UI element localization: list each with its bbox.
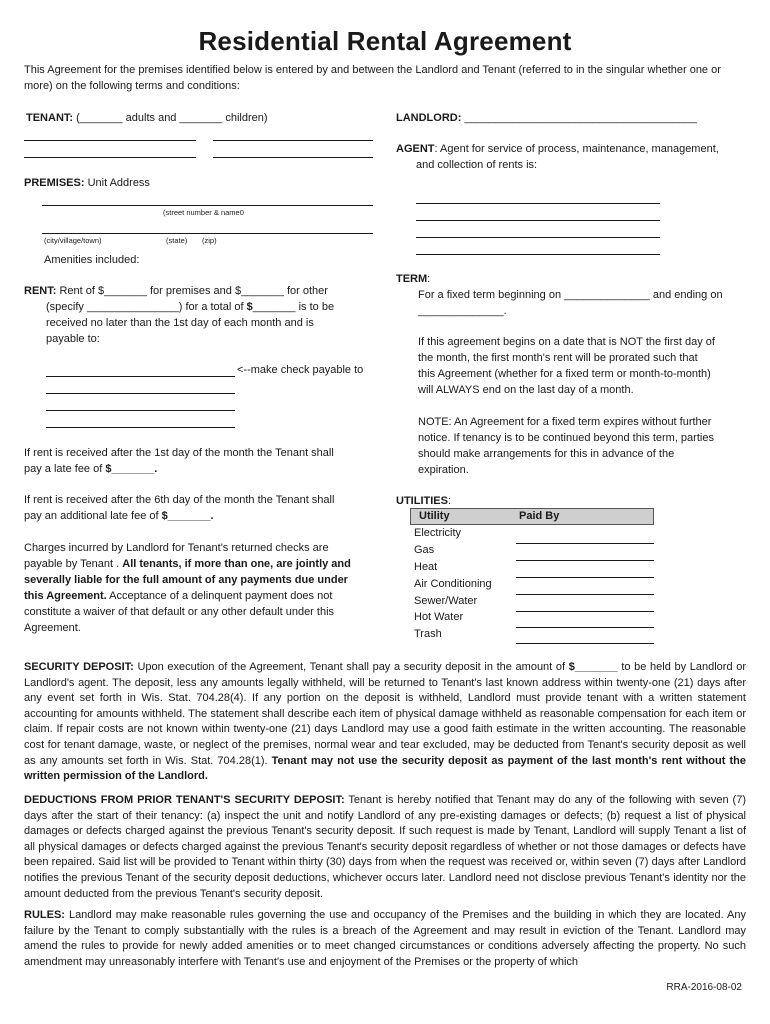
- late-fee-2-text: pay an additional late fee of: [24, 510, 162, 522]
- city-caption: (city/village/town): [44, 236, 102, 245]
- rules-label: RULES:: [24, 909, 65, 921]
- returned-checks-2a: payable by Tenant .: [24, 558, 123, 570]
- late-fee-1-amount: $_______.: [105, 463, 158, 475]
- payee-field-4[interactable]: [46, 427, 235, 428]
- deductions-label: DEDUCTIONS FROM PRIOR TENANT'S SECURITY DEPOSIT:: [24, 794, 345, 806]
- late-fee-1-line-2: [24, 461, 157, 477]
- tenant-line: [26, 110, 268, 126]
- utility-row-trash: Trash: [414, 628, 442, 640]
- premises-label: PREMISES:: [24, 177, 85, 189]
- tenant-name-field-2[interactable]: [213, 140, 373, 141]
- agent-field-4[interactable]: [416, 254, 660, 255]
- returned-checks-4b: Acceptance of a delinquent payment does not: [106, 590, 333, 602]
- security-deposit-paragraph: [24, 660, 746, 785]
- agent-text-1: : Agent for service of process, maintenance, management,: [434, 143, 719, 155]
- tenant-name-field-4[interactable]: [213, 157, 373, 158]
- paid-by-field-sewer-water[interactable]: [516, 611, 654, 612]
- utilities-colon: :: [447, 495, 452, 507]
- payee-field-3[interactable]: [46, 410, 235, 411]
- agent-line-1: [396, 141, 719, 157]
- rent-line-3: received no later than the 1st day of each month and is: [46, 317, 314, 329]
- utilities-table-header: [410, 508, 654, 525]
- agent-label: AGENT: [396, 143, 435, 155]
- street-caption: (street number & name0: [163, 208, 244, 217]
- rent-line-2c: _______ is to be: [252, 301, 335, 313]
- prorate-line-1: If this agreement begins on a date that is NOT the first day of: [418, 336, 715, 348]
- utility-row-air-conditioning: Air Conditioning: [414, 578, 492, 590]
- agent-field-2[interactable]: [416, 220, 660, 221]
- returned-checks-line-6: Agreement.: [24, 622, 81, 634]
- rent-line-2a: (specify _______________) for a total of: [46, 301, 247, 313]
- paid-by-field-air-conditioning[interactable]: [516, 594, 654, 595]
- note-line-2: notice. If tenancy is to be continued beyond this term, parties: [418, 432, 714, 444]
- intro-paragraph: This Agreement for the premises identified below is entered by and between the Landlord and Tenant (referred to in the singular whether one or more) on the following terms and conditions:: [24, 64, 721, 92]
- payee-field-2[interactable]: [46, 393, 235, 394]
- tenant-name-field-3[interactable]: [24, 157, 196, 158]
- late-fee-2-line-2: [24, 508, 214, 524]
- prorate-line-4: will ALWAYS end on the last day of a month.: [418, 384, 634, 396]
- paid-by-field-hot-water[interactable]: [516, 627, 654, 628]
- paid-by-field-electricity[interactable]: [516, 543, 654, 544]
- landlord-field: ______________________________________: [461, 112, 697, 124]
- late-fee-1-line-1: If rent is received after the 1st day of the month the Tenant shall: [24, 447, 334, 459]
- utility-row-heat: Heat: [414, 561, 438, 573]
- utility-row-gas: Gas: [414, 544, 435, 556]
- rent-line-1: [24, 283, 328, 299]
- term-line-2: ______________.: [418, 305, 507, 317]
- agent-field-1[interactable]: [416, 203, 660, 204]
- utility-row-electricity: Electricity: [414, 527, 462, 539]
- rent-line-1-text: Rent of $_______ for premises and $_______ for other: [56, 285, 328, 297]
- rent-line-4: payable to:: [46, 333, 100, 345]
- landlord-line: [396, 110, 697, 126]
- returned-checks-line-1: Charges incurred by Landlord for Tenant's returned checks are: [24, 542, 329, 554]
- form-id: RRA-2016-08-02: [666, 982, 742, 993]
- prorate-line-3: this Agreement (whether for a fixed term or month-to-month): [418, 368, 711, 380]
- security-deposit-body-1: Upon execution of the Agreement, Tenant shall pay a security deposit in the amount of: [133, 661, 569, 673]
- paid-by-column-header: Paid By: [519, 510, 560, 522]
- paid-by-field-heat[interactable]: [516, 577, 654, 578]
- city-state-zip-field[interactable]: [42, 233, 373, 234]
- rent-label: RENT:: [24, 285, 57, 297]
- landlord-label: LANDLORD:: [396, 112, 462, 124]
- tenant-name-field-1[interactable]: [24, 140, 196, 141]
- returned-checks-line-4: [24, 588, 332, 604]
- utility-column-header: Utility: [419, 510, 450, 522]
- agent-field-3[interactable]: [416, 237, 660, 238]
- utility-row-hot-water: Hot Water: [414, 611, 464, 623]
- document-title: Residential Rental Agreement: [198, 26, 572, 56]
- late-fee-2-amount: $_______.: [161, 510, 214, 522]
- deductions-paragraph: [24, 793, 746, 902]
- security-deposit-label: SECURITY DEPOSIT:: [24, 661, 134, 673]
- security-deposit-body-2: to be held by Landlord or Landlord's agent. The deposit, less any amounts legally withheld, will be returned to Tenant's last known address within twenty-one (21) days after any event set forth in Wis. Stat. 704.28(4). If any portion on the deposit is withheld, Landlord must provide tenant with a written statement accounting for amounts withheld. The statement shall describe each item of physical damage withheld as reasonable compensation for each item or claim. If repair costs are not known within twenty-one (21) days Landlord may use a good faith estimate in the written accounting. The reasonable cost for tenant damage, waste, or neglect of the premises, normal wear and tear excluded, may be deducted from Tenant's security deposit as well as any amounts set forth in Wis. Stat. 704.28(1).: [24, 661, 746, 767]
- note-line-4: expiration.: [418, 464, 469, 476]
- term-label: TERM: [396, 273, 428, 285]
- term-heading: [396, 271, 430, 287]
- agent-line-2: and collection of rents is:: [416, 159, 538, 171]
- amenities-label: Amenities included:: [44, 254, 140, 266]
- rules-paragraph: [24, 908, 746, 970]
- street-field[interactable]: [42, 205, 373, 206]
- note-line-3: should make arrangements for this in advance of the: [418, 448, 675, 460]
- security-deposit-amount: $_______: [568, 661, 618, 673]
- utility-row-sewer-water: Sewer/Water: [414, 595, 478, 607]
- returned-checks-4a: this Agreement.: [24, 590, 107, 602]
- term-line-1: For a fixed term beginning on ______________ and ending on: [418, 289, 723, 301]
- premises-line: [24, 175, 150, 191]
- late-fee-2-line-1: If rent is received after the 6th day of the month the Tenant shall: [24, 494, 335, 506]
- rent-line-2b: $: [246, 301, 253, 313]
- tenant-label: TENANT:: [26, 112, 74, 124]
- prorate-line-2: the month, the first month's rent will be prorated such that: [418, 352, 698, 364]
- late-fee-1-text: pay a late fee of: [24, 463, 106, 475]
- utilities-heading: [396, 493, 451, 509]
- rent-line-2: [46, 299, 334, 315]
- security-deposit-bold-end: Tenant may not use the security deposit as payment of the last month's rent without the written permission of the Landlord.: [24, 754, 746, 783]
- rules-body: Landlord may make reasonable rules governing the use and occupancy of the Premises and the building in which they are located. Any failure by the Tenant to comply substantially with the rules is a breach of the Agreement and may result in eviction of the Tenant. Landlord may amend the rules to provide for newly added amenities or to meet changed circumstances or conditions adversely affecting the property. No such amendment may unreasonably interfere with Tenant's use and enjoyment of the Premises or the property of which: [24, 909, 746, 968]
- zip-caption: (zip): [202, 236, 217, 245]
- tenant-text: (_______ adults and _______ children): [73, 112, 268, 124]
- returned-checks-line-2: [24, 556, 351, 572]
- note-line-1: NOTE: An Agreement for a fixed term expires without further: [418, 416, 712, 428]
- payee-field-1[interactable]: [46, 376, 235, 377]
- state-caption: (state): [166, 236, 188, 245]
- paid-by-field-gas[interactable]: [516, 560, 654, 561]
- premises-text: Unit Address: [84, 177, 150, 189]
- term-colon: :: [427, 273, 431, 285]
- returned-checks-line-3: severally liable for the full amount of any payments due under: [24, 574, 348, 586]
- utilities-label: UTILITIES: [396, 495, 448, 507]
- paid-by-field-trash[interactable]: [516, 643, 654, 644]
- deductions-body: Tenant is hereby notified that Tenant may do any of the following with seven (7) days after the start of their tenancy: (a) inspect the unit and notify Landlord of any pre-existing damages or defects; (b) request a list of physical damages or defects charged against the previous Tenant's security deposit. If such request is made by Tenant, Landlord will supply Tenant a list of all physical damages or defects charged against the previous Tenant's security deposit regardless of whether or not those damages or defects have been repaired. Said list will be provided to Tenant within thirty (30) days from when the request was received or, within seven (7) days after Landlord notifies the previous Tenant of the security deposit deductions, whichever occurs later. Landlord need not disclose previous Tenant's identity nor the amount deducted from the previous Tenant's security deposit.: [24, 794, 746, 900]
- returned-checks-2b: All tenants, if more than one, are jointly and: [122, 558, 351, 570]
- returned-checks-line-5: constitute a waiver of that default or any other default under this: [24, 606, 335, 618]
- check-payable-note: <--make check payable to: [237, 364, 364, 376]
